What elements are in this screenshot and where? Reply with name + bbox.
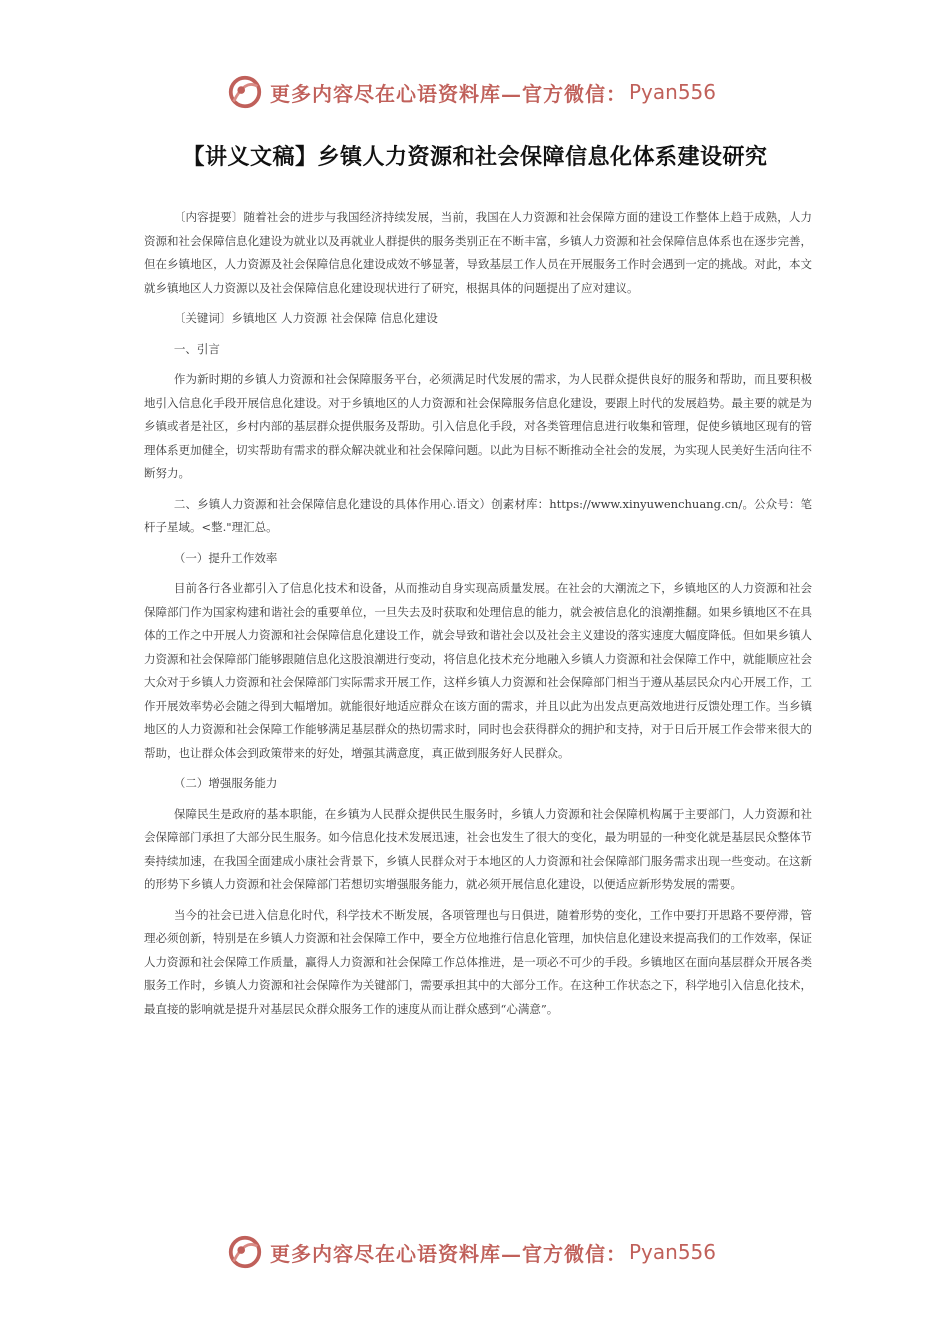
footer-banner — [226, 1232, 716, 1272]
service-paragraph-2: 当今的社会已进入信息化时代，科学技术不断发展，各项管理也与日俱进，随着形势的变化，工作中要打开思路不要停滞，管理必须创新，特别是在乡镇人力资源和社会保障工作中，要全方位地推行信息化管理，加快信息化建设来提高我们的工作效率，保证人力资源和社会保障工作质量，赢得人力资源和社会保障工作总体推进，是一项必不可少的手段。乡镇地区在面向基层群众开展各类服务工作时，乡镇人力资源和社会保障作为关键部门，需要承担其中的大部分工作。在这种工作状态之下，科学地引入信息化技术，最直接的影响就是提升对基层民众群众服务工作的速度从而让群众感到“心满意”。 — [144, 907, 812, 1016]
brush-swirl-logo-icon — [226, 73, 264, 111]
section-heading-role: 二、乡镇人力资源和社会保障信息化建设的具体作用心.语文）创素材库：https://www.xinyuwenchuang.cn/。公众号：笔杆子星域。<整."理汇总。 — [144, 496, 812, 534]
brush-swirl-logo-icon — [226, 1233, 264, 1271]
subsection-heading-efficiency: （一）提升工作效率 — [173, 550, 278, 565]
banner-wechat-id: Pyan556 — [629, 1240, 717, 1264]
intro-paragraph: 作为新时期的乡镇人力资源和社会保障服务平台，必须满足时代发展的需求，为人民群众提供良好的服务和帮助，而且要积极地引入信息化手段开展信息化建设。对于乡镇地区的人力资源和社会保障服务信息化建设，要跟上时代的发展趋势。最主要的就是为乡镇或者是社区，乡村内部的基层群众提供服务及帮助。引入信息化手段，对各类管理信息进行收集和管理，促使乡镇地区现有的管理体系更加健全，切实帮助有需求的群众解决就业和社会保障问题。以此为目标不断推动全社会的发展，为实现人民美好生活向往不断努力。 — [144, 372, 812, 480]
service-paragraph-1: 保障民生是政府的基本职能，在乡镇为人民群众提供民生服务时，乡镇人力资源和社会保障机构属于主要部门，人力资源和社会保障部门承担了大部分民生服务。如今信息化技术发展迅速，社会也发生了很大的变化，最为明显的一种变化就是基层民众整体节奏持续加速，在我国全面建成小康社会背景下，乡镇人民群众对于本地区的人力资源和社会保障部门服务需求出现一些变动。在这新的形势下乡镇人力资源和社会保障部门若想切实增强服务能力，就必须开展信息化建设，以便适应新形势发展的需要。 — [144, 806, 812, 891]
efficiency-paragraph: 目前各行各业都引入了信息化技术和设备，从而推动自身实现高质量发展。在社会的大潮流之下，乡镇地区的人力资源和社会保障部门作为国家构建和谐社会的重要单位，一旦失去及时获取和处理信息的能力，就会被信息化的浪潮推翻。如果乡镇地区不在具体的工作之中开展人力资源和社会保障信息化建设工作，就会导致和谐社会以及社会主义建设的落实速度大幅度降低。但如果乡镇人力资源和社会保障部门能够跟随信息化这股浪潮进行变动，将信息化技术充分地融入乡镇人力资源和社会保障工作中，就能顺应社会大众对于乡镇人力资源和社会保障部门实际需求开展工作，这样乡镇人力资源和社会保障部门相当于遵从基层民众内心开展工作，工作开展效率势必会随之得到大幅增加。就能很好地适应群众在该方面的需求，并且以此为出发点更高效地进行反馈处理工作。当乡镇地区的人力资源和社会保障工作能够满足基层群众的热切需求时，同时也会获得群众的拥护和支持，对于日后开展工作会带来很大的帮助，也让群众体会到政策带来的好处，增强其满意度，真正做到服务好人民群众。 — [144, 581, 812, 760]
header-banner — [226, 72, 716, 112]
document-body — [144, 206, 812, 1028]
subsection-heading-service: （二）增强服务能力 — [173, 776, 278, 790]
banner-text: 更多内容尽在心语资料库—官方微信： — [270, 81, 627, 106]
keywords-line: 〔关键词〕乡镇地区 人力资源 社会保障 信息化建设 — [173, 311, 438, 325]
document-title: 【讲义文稿】乡镇人力资源和社会保障信息化体系建设研究 — [182, 145, 768, 170]
section-heading-intro: 一、引言 — [173, 341, 220, 356]
banner-text: 更多内容尽在心语资料库—官方微信： — [270, 1241, 627, 1266]
banner-wechat-id: Pyan556 — [629, 80, 717, 104]
abstract-paragraph: 〔内容提要〕随着社会的进步与我国经济持续发展，当前，我国在人力资源和社会保障方面的建设工作整体上趋于成熟，人力资源和社会保障信息化建设为就业以及再就业人群提供的服务类别正在不断丰富，乡镇人力资源和社会保障信息体系也在逐步完善，但在乡镇地区，人力资源及社会保障信息化建设成效不够显著，导致基层工作人员在开展服务工作时会遇到一定的挑战。对此，本文就乡镇地区人力资源以及社会保障信息化建设现状进行了研究，根据具体的问题提出了应对建议。 — [144, 210, 812, 295]
